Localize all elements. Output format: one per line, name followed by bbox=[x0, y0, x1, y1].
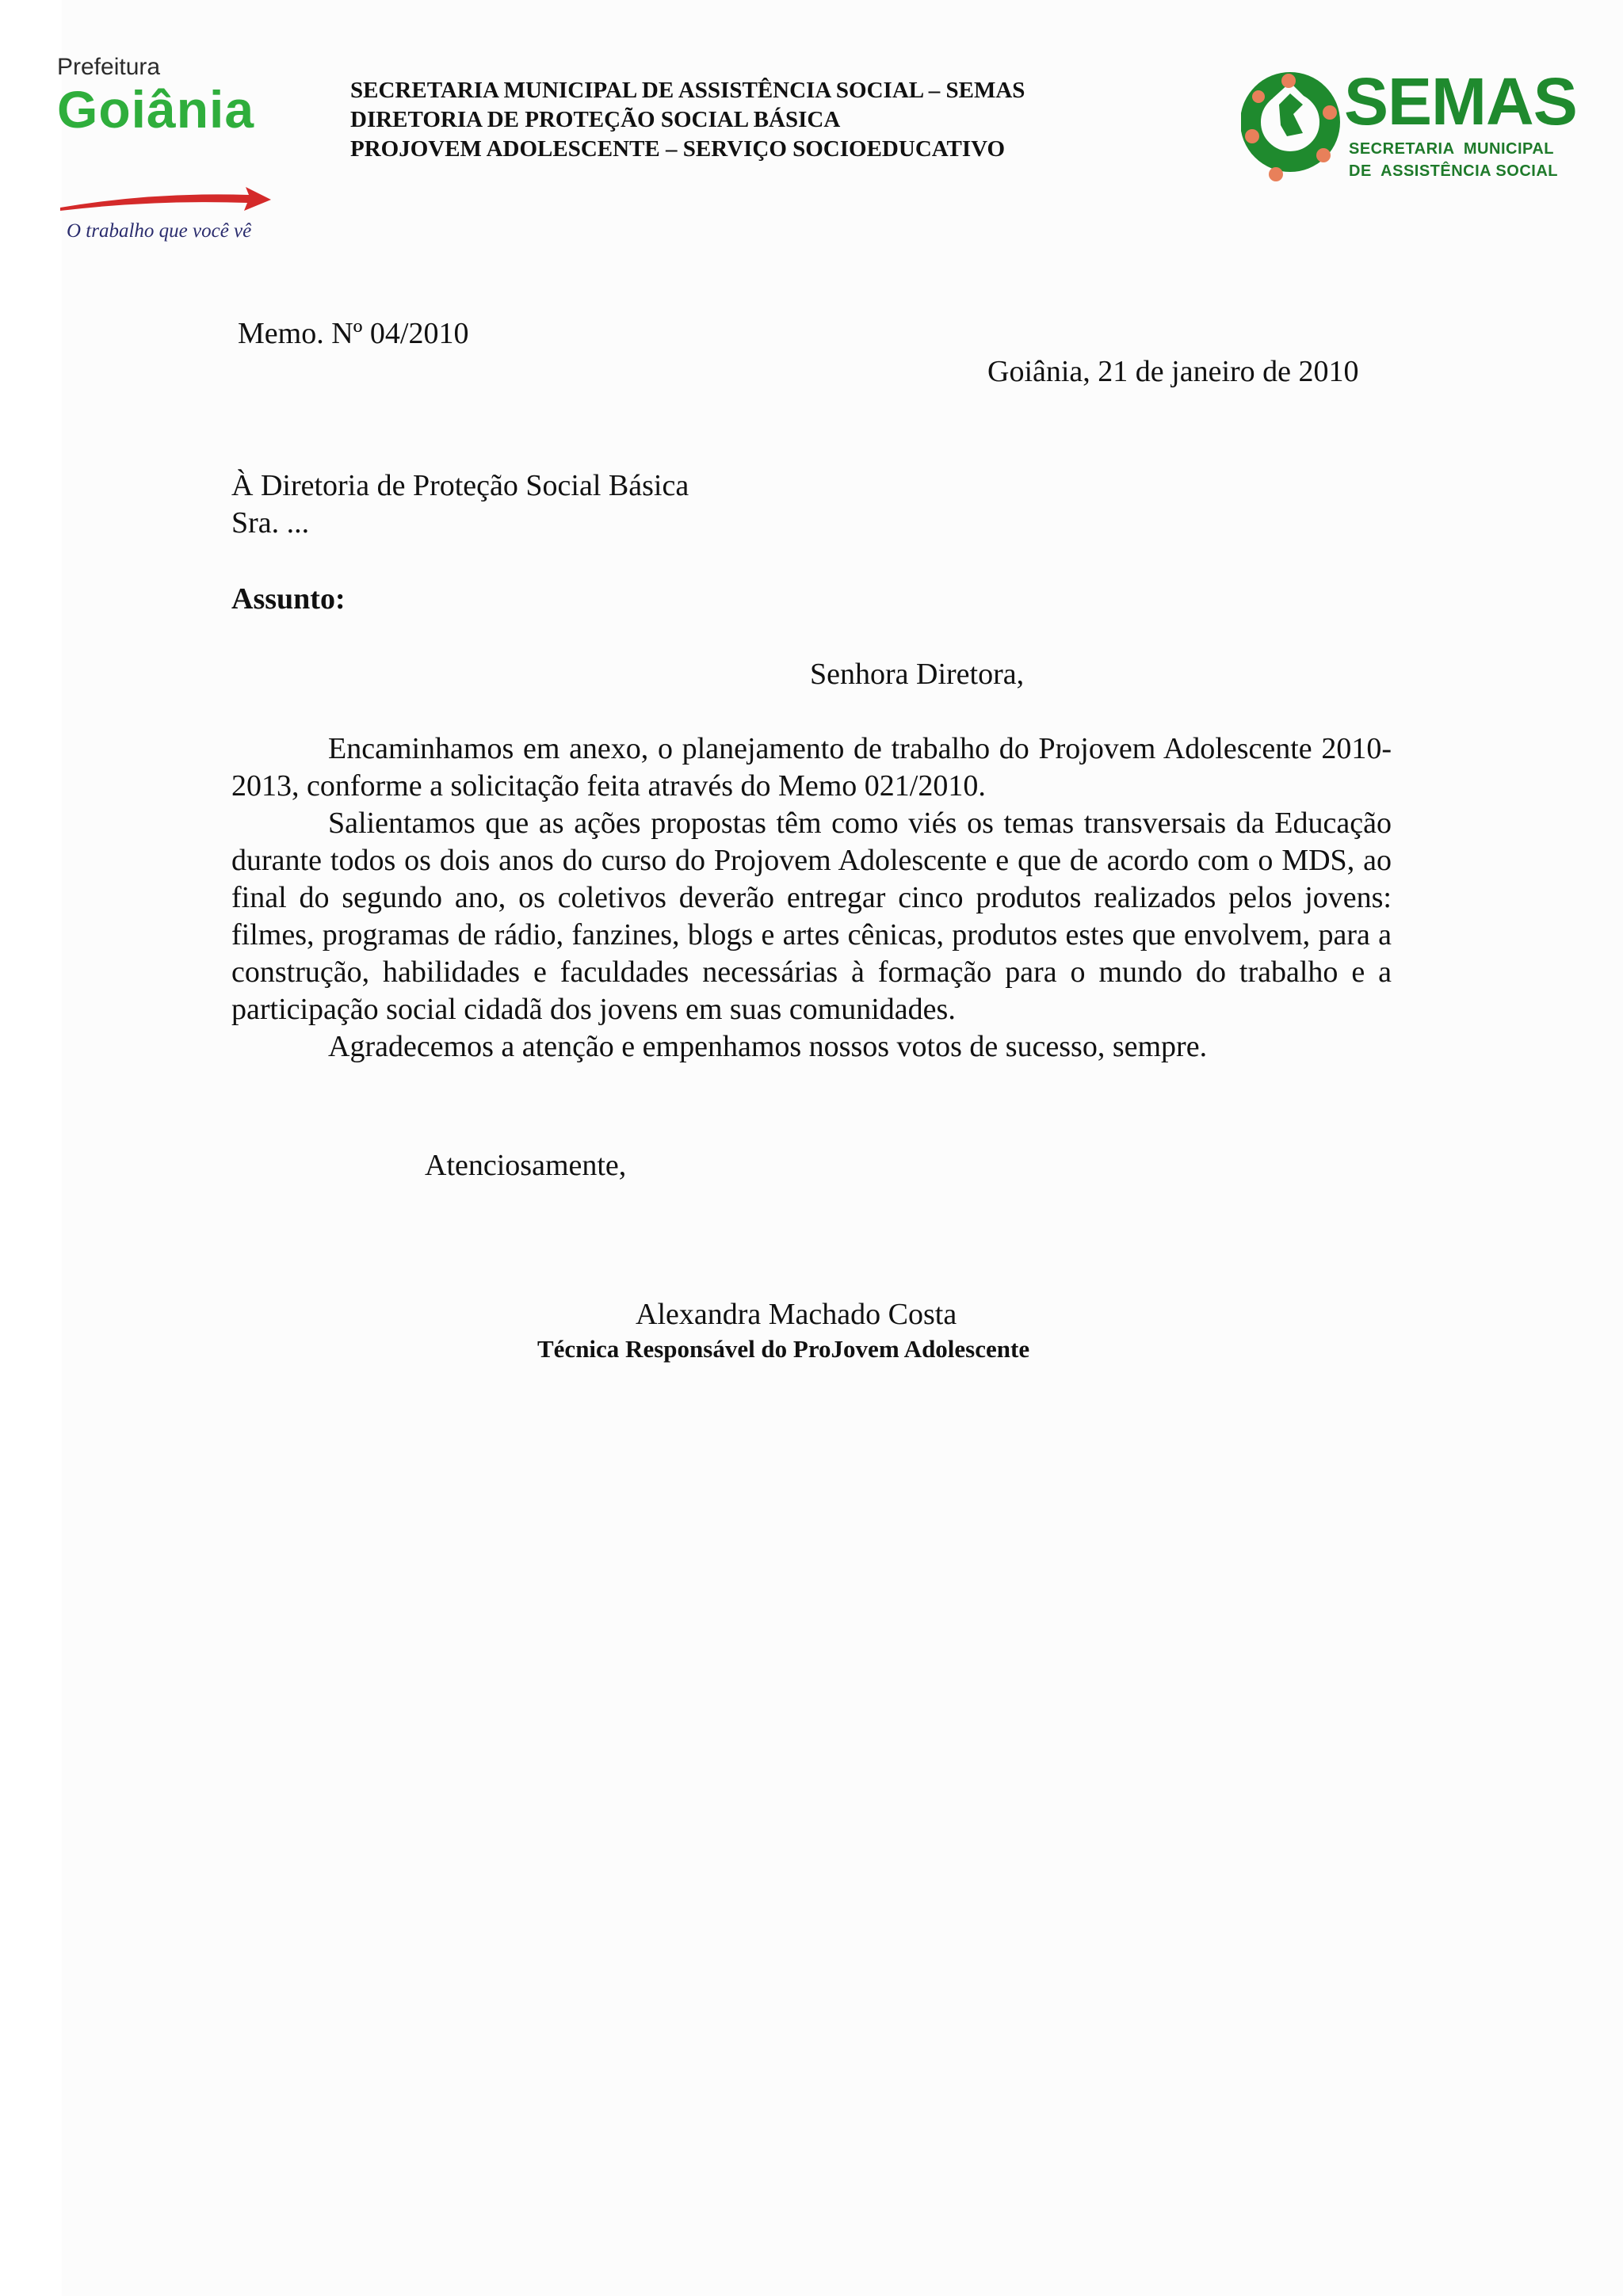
logo-tagline: O trabalho que você vê bbox=[67, 220, 252, 242]
recipient-department: À Diretoria de Proteção Social Básica bbox=[231, 469, 689, 502]
memo-number: Memo. Nº 04/2010 bbox=[238, 317, 469, 350]
body-paragraph: Encaminhamos em anexo, o planejamento de trabalho do Projovem Adolescente 2010-2013, conforme a solicitação feita através do Memo 021/2010. bbox=[231, 732, 1392, 803]
red-arrow-swoosh-icon bbox=[59, 184, 273, 215]
semas-acronym: SEMAS bbox=[1344, 64, 1577, 139]
semas-subtitle-line2: DE ASSISTÊNCIA SOCIAL bbox=[1349, 162, 1558, 180]
letterhead-line-diretoria: DIRETORIA DE PROTEÇÃO SOCIAL BÁSICA bbox=[350, 107, 841, 132]
letterhead-line-projovem: PROJOVEM ADOLESCENTE – SERVIÇO SOCIOEDUCATIVO bbox=[350, 136, 1006, 162]
memo-date: Goiânia, 21 de janeiro de 2010 bbox=[987, 355, 1359, 388]
recipient-name: Sra. ... bbox=[231, 506, 310, 540]
salutation: Senhora Diretora, bbox=[810, 658, 1025, 691]
signer-title: Técnica Responsável do ProJovem Adolescente bbox=[537, 1335, 1030, 1363]
logo-prefeitura-word: Prefeitura bbox=[57, 54, 161, 80]
signer-name: Alexandra Machado Costa bbox=[636, 1298, 957, 1331]
prefeitura-goiania-logo bbox=[57, 54, 271, 242]
semas-logo bbox=[1241, 35, 1577, 193]
body-paragraph: Salientamos que as ações propostas têm como viés os temas transversais da Educação durante todos os dois anos do curso do Projovem Adolescente e que de acordo com o MDS, ao final do segundo ano, os coletivos deverão entregar cinco produtos realizados pelos jovens: filmes, programas de rádio, fanzines, blogs e artes cênicas, produtos estes que envolvem, para a construção, habilidades e faculdades necessárias à formação para o mundo do trabalho e a participação social cidadã dos jovens em suas comunidades. bbox=[231, 807, 1392, 1026]
semas-subtitle-line1: SECRETARIA MUNICIPAL bbox=[1349, 140, 1555, 158]
semas-subtitle bbox=[1349, 138, 1558, 182]
memo-body bbox=[231, 730, 1392, 1066]
closing: Atenciosamente, bbox=[425, 1149, 627, 1182]
body-paragraph: Agradecemos a atenção e empenhamos nossos votos de sucesso, sempre. bbox=[328, 1030, 1208, 1063]
subject-label: Assunto: bbox=[231, 582, 346, 616]
semas-emblem-icon bbox=[1241, 35, 1344, 193]
letterhead bbox=[350, 76, 1025, 164]
logo-city-name: Goiânia bbox=[57, 80, 255, 139]
letterhead-line-secretaria: SECRETARIA MUNICIPAL DE ASSISTÊNCIA SOCIAL – SEMAS bbox=[350, 78, 1025, 103]
